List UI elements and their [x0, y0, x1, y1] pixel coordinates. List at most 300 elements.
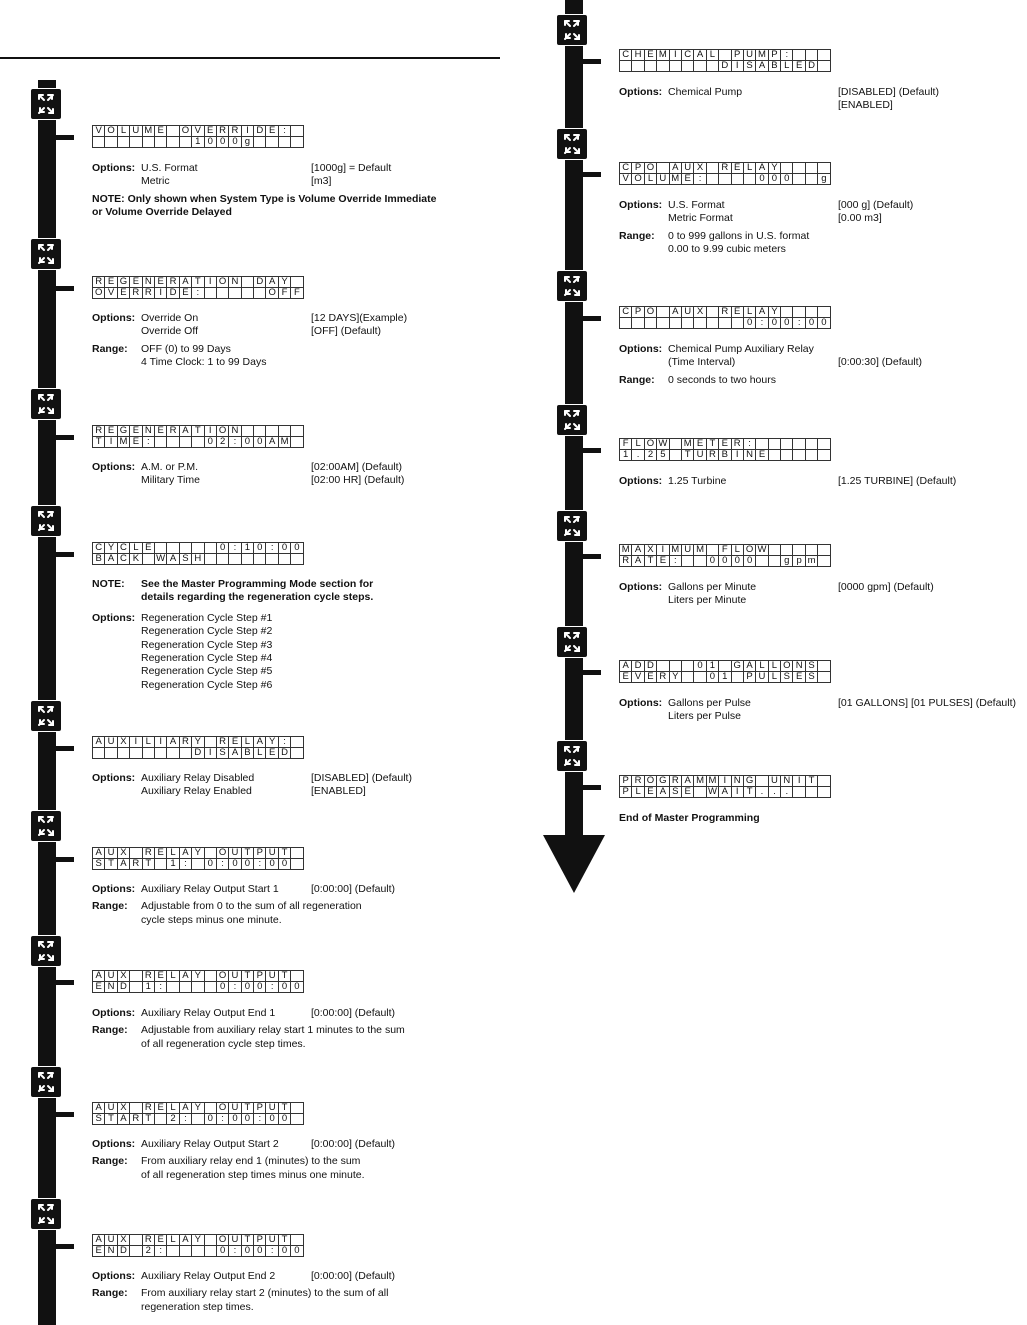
range-text: 0 to 999 gallons in U.S. format [668, 229, 810, 242]
options-label: Options: [92, 772, 136, 784]
lcd-char-cell: X [644, 545, 656, 556]
lcd-char-cell [204, 1246, 216, 1257]
lcd-char-cell [719, 318, 731, 329]
lcd-char-cell: L [644, 174, 656, 185]
lcd-display [619, 544, 831, 567]
lcd-char-cell: A [229, 748, 241, 759]
lcd-char-cell: E [644, 672, 656, 683]
lcd-char-cell [657, 318, 669, 329]
lcd-char-cell: U [694, 450, 706, 461]
lcd-char-cell [117, 137, 129, 148]
option-value: [DISABLED] (Default) [838, 86, 939, 98]
lcd-char-cell: T [681, 450, 693, 461]
lcd-char-cell: T [278, 1103, 290, 1114]
lcd-char-cell: E [154, 426, 166, 437]
range-text: From auxiliary relay start 2 (minutes) to the sum of all [141, 1287, 389, 1300]
lcd-char-cell [167, 982, 179, 993]
cycle-arrows-icon [556, 270, 588, 302]
lcd-char-cell: I [154, 288, 166, 299]
lcd-char-cell [793, 439, 805, 450]
lcd-char-cell: F [719, 545, 731, 556]
lcd-char-cell: L [142, 737, 154, 748]
lcd-char-cell: L [167, 971, 179, 982]
option-text: Auxiliary Relay Output End 2 [141, 1270, 276, 1282]
lcd-char-cell: 0 [291, 1246, 303, 1257]
lcd-char-cell: M [756, 50, 768, 61]
lcd-char-cell: X [694, 163, 706, 174]
lcd-char-cell [278, 426, 290, 437]
lcd-char-cell: U [768, 776, 780, 787]
lcd-char-cell [204, 848, 216, 859]
lcd-char-cell [818, 776, 830, 787]
lcd-char-cell [805, 439, 817, 450]
option-value: [02:00 HR] (Default) [311, 474, 405, 487]
lcd-char-cell [818, 439, 830, 450]
lcd-char-cell: I [204, 277, 216, 288]
lcd-char-cell: D [719, 61, 731, 72]
lcd-char-cell: : [781, 50, 793, 61]
range-text: cycle steps minus one minute. [141, 913, 282, 926]
lcd-char-cell: E [731, 307, 743, 318]
option-text: Gallons per Pulse [668, 697, 751, 709]
lcd-char-cell: 1 [719, 672, 731, 683]
lcd-char-cell: S [216, 748, 228, 759]
lcd-char-cell [768, 439, 780, 450]
lcd-char-cell [818, 50, 830, 61]
lcd-char-cell: R [731, 439, 743, 450]
range-label: Range: [619, 229, 655, 242]
lcd-display [619, 660, 831, 683]
lcd-char-cell [669, 439, 681, 450]
lcd-char-cell: I [241, 126, 253, 137]
lcd-char-cell: Y [669, 672, 681, 683]
lcd-char-cell: Y [192, 1103, 204, 1114]
lcd-char-cell [706, 61, 718, 72]
lcd-char-cell: U [681, 163, 693, 174]
lcd-char-cell: T [644, 556, 656, 567]
lcd-char-cell: I [731, 450, 743, 461]
lcd-char-cell: 0 [266, 1114, 278, 1125]
lcd-char-cell [781, 163, 793, 174]
lcd-char-cell: : [254, 1114, 266, 1125]
lcd-char-cell: 0 [278, 1114, 290, 1125]
option-text: Regeneration Cycle Step #6 [141, 678, 273, 691]
lcd-char-cell: 0 [278, 1246, 290, 1257]
lcd-char-cell: S [669, 787, 681, 798]
lcd-char-cell: U [105, 1103, 117, 1114]
lcd-char-cell [793, 174, 805, 185]
lcd-char-cell [130, 848, 142, 859]
lcd-display [92, 736, 304, 759]
cycle-arrows-icon [30, 700, 62, 732]
lcd-char-cell [154, 748, 166, 759]
lcd-char-cell [93, 748, 105, 759]
lcd-char-cell: 0 [805, 318, 817, 329]
lcd-char-cell: A [93, 848, 105, 859]
lcd-char-cell: 0 [743, 556, 755, 567]
lcd-char-cell [644, 61, 656, 72]
option-text: 1.25 Turbine [668, 475, 727, 487]
lcd-char-cell: . [768, 787, 780, 798]
lcd-char-cell [706, 307, 718, 318]
lcd-char-cell [179, 982, 191, 993]
lcd-char-cell: R [229, 126, 241, 137]
lcd-char-cell: F [620, 439, 632, 450]
lcd-char-cell: A [117, 859, 129, 870]
lcd-char-cell: I [130, 737, 142, 748]
lcd-char-cell: A [179, 971, 191, 982]
lcd-char-cell: B [93, 554, 105, 565]
lcd-char-cell [266, 137, 278, 148]
lcd-char-cell: 1 [706, 661, 718, 672]
lcd-char-cell: E [266, 748, 278, 759]
lcd-char-cell: Y [192, 1235, 204, 1246]
lcd-char-cell [743, 174, 755, 185]
lcd-char-cell: E [657, 556, 669, 567]
lcd-char-cell [192, 1246, 204, 1257]
lcd-char-cell: A [743, 661, 755, 672]
lcd-char-cell: N [793, 661, 805, 672]
lcd-char-cell: g [781, 556, 793, 567]
lcd-char-cell: 0 [241, 1246, 253, 1257]
connector-stub [56, 857, 74, 862]
lcd-char-cell: O [644, 163, 656, 174]
lcd-char-cell [192, 543, 204, 554]
lcd-char-cell: I [669, 50, 681, 61]
lcd-char-cell: M [657, 50, 669, 61]
lcd-char-cell: M [694, 545, 706, 556]
option-value: [0:00:30] (Default) [838, 356, 923, 369]
lcd-char-cell: 0 [229, 1114, 241, 1125]
lcd-char-cell: R [216, 126, 228, 137]
lcd-char-cell: 0 [278, 543, 290, 554]
lcd-char-cell [93, 137, 105, 148]
option-text: Liters per Pulse [668, 710, 741, 723]
lcd-char-cell: A [756, 307, 768, 318]
lcd-char-cell: E [644, 50, 656, 61]
lcd-char-cell [657, 61, 669, 72]
lcd-char-cell: V [632, 672, 644, 683]
lcd-char-cell [632, 318, 644, 329]
lcd-char-cell: A [681, 776, 693, 787]
lcd-char-cell: T [105, 1114, 117, 1125]
lcd-char-cell: : [266, 982, 278, 993]
lcd-char-cell [204, 971, 216, 982]
lcd-char-cell: M [706, 776, 718, 787]
lcd-char-cell: Y [768, 307, 780, 318]
lcd-char-cell: H [192, 554, 204, 565]
lcd-char-cell: O [179, 126, 191, 137]
lcd-char-cell: 0 [216, 543, 228, 554]
lcd-char-cell: . [756, 787, 768, 798]
lcd-char-cell: A [179, 1235, 191, 1246]
lcd-char-cell: A [694, 50, 706, 61]
lcd-char-cell: : [154, 1246, 166, 1257]
lcd-char-cell: 1 [192, 137, 204, 148]
option-text: Regeneration Cycle Step #5 [141, 665, 273, 678]
lcd-char-cell: U [266, 1103, 278, 1114]
lcd-char-cell [291, 437, 303, 448]
lcd-char-cell: 2 [216, 437, 228, 448]
lcd-char-cell: T [743, 787, 755, 798]
lcd-char-cell [204, 982, 216, 993]
lcd-char-cell: W [707, 786, 717, 797]
lcd-char-cell: 0 [216, 1246, 228, 1257]
lcd-char-cell: 0 [241, 1114, 253, 1125]
lcd-char-cell: : [669, 556, 681, 567]
lcd-char-cell: E [204, 126, 216, 137]
lcd-char-cell: R [142, 1235, 154, 1246]
lcd-char-cell: : [266, 543, 278, 554]
lcd-char-cell: G [731, 661, 743, 672]
lcd-char-cell: R [130, 859, 142, 870]
lcd-char-cell: M [117, 437, 129, 448]
lcd-char-cell: O [266, 288, 278, 299]
lcd-char-cell [142, 748, 154, 759]
lcd-char-cell: 0 [731, 556, 743, 567]
lcd-char-cell: A [167, 554, 179, 565]
lcd-char-cell: P [254, 971, 266, 982]
lcd-char-cell [706, 174, 718, 185]
lcd-char-cell: : [756, 318, 768, 329]
lcd-char-cell [154, 137, 166, 148]
down-arrow-icon [543, 835, 605, 893]
lcd-char-cell: E [793, 61, 805, 72]
lcd-char-cell: A [167, 737, 179, 748]
lcd-char-cell: 0 [743, 318, 755, 329]
lcd-char-cell: Y [192, 737, 204, 748]
option-value: [1000g] = Default [311, 162, 392, 174]
lcd-char-cell [167, 748, 179, 759]
lcd-char-cell: U [229, 1235, 241, 1246]
lcd-char-cell: S [93, 859, 105, 870]
connector-stub [56, 552, 74, 557]
lcd-char-cell: R [130, 1114, 142, 1125]
lcd-char-cell: E [179, 288, 191, 299]
lcd-char-cell [781, 545, 793, 556]
lcd-char-cell [644, 318, 656, 329]
lcd-char-cell: L [781, 61, 793, 72]
lcd-char-cell: A [179, 848, 191, 859]
lcd-char-cell: T [105, 859, 117, 870]
lcd-char-cell: 0 [781, 318, 793, 329]
lcd-char-cell [818, 163, 830, 174]
lcd-char-cell: P [254, 848, 266, 859]
lcd-char-cell: O [216, 1235, 228, 1246]
lcd-char-cell: : [229, 1246, 241, 1257]
lcd-char-cell [105, 137, 117, 148]
lcd-char-cell: E [93, 1246, 105, 1257]
lcd-char-cell [706, 318, 718, 329]
lcd-char-cell [167, 126, 179, 137]
lcd-char-cell: g [818, 174, 830, 185]
lcd-char-cell: L [768, 661, 780, 672]
lcd-char-cell [669, 318, 681, 329]
lcd-char-cell: U [681, 307, 693, 318]
lcd-char-cell: 0 [756, 174, 768, 185]
lcd-char-cell [756, 556, 768, 567]
lcd-char-cell [130, 137, 142, 148]
lcd-char-cell: : [694, 174, 706, 185]
lcd-char-cell: 0 [204, 437, 216, 448]
lcd-char-cell: X [117, 1103, 129, 1114]
lcd-char-cell: I [731, 61, 743, 72]
lcd-char-cell: M [669, 545, 681, 556]
lcd-char-cell [291, 848, 303, 859]
lcd-char-cell: E [620, 672, 632, 683]
lcd-char-cell: . [632, 450, 644, 461]
lcd-char-cell: N [142, 277, 154, 288]
range-text: of all regeneration cycle step times. [141, 1037, 306, 1050]
lcd-char-cell [278, 137, 290, 148]
lcd-char-cell: E [154, 126, 166, 137]
lcd-char-cell: N [229, 426, 241, 437]
lcd-display [92, 425, 304, 448]
lcd-char-cell: R [167, 426, 179, 437]
options-label: Options: [619, 475, 663, 487]
lcd-char-cell: G [117, 277, 129, 288]
option-value: [1.25 TURBINE] (Default) [838, 475, 957, 487]
lcd-char-cell [241, 277, 253, 288]
lcd-char-cell: R [620, 556, 632, 567]
lcd-char-cell: E [130, 277, 142, 288]
option-value: [12 DAYS](Example) [311, 312, 408, 324]
lcd-char-cell: R [142, 288, 154, 299]
lcd-char-cell [130, 982, 142, 993]
lcd-char-cell: T [706, 439, 718, 450]
lcd-char-cell: E [93, 982, 105, 993]
lcd-char-cell: X [117, 848, 129, 859]
range-label: Range: [619, 373, 655, 386]
option-text: A.M. or P.M. [141, 461, 198, 473]
cycle-arrows-icon [556, 740, 588, 772]
lcd-char-cell: X [117, 971, 129, 982]
lcd-char-cell: P [731, 50, 743, 61]
lcd-char-cell [793, 50, 805, 61]
lcd-char-cell: E [694, 439, 706, 450]
lcd-char-cell [805, 450, 817, 461]
lcd-char-cell: A [266, 437, 278, 448]
lcd-char-cell: D [644, 661, 656, 672]
connector-stub [56, 980, 74, 985]
lcd-char-cell: W [156, 553, 166, 564]
end-text: End of Master Programming [619, 812, 760, 824]
lcd-char-cell [756, 439, 768, 450]
lcd-char-cell: R [167, 277, 179, 288]
lcd-char-cell [291, 1114, 303, 1125]
connector-stub [583, 448, 601, 453]
lcd-char-cell [216, 288, 228, 299]
lcd-char-cell: R [719, 163, 731, 174]
connector-stub [583, 316, 601, 321]
lcd-char-cell: A [117, 1114, 129, 1125]
lcd-char-cell [805, 545, 817, 556]
lcd-char-cell [793, 450, 805, 461]
lcd-char-cell: V [620, 174, 632, 185]
note-text: details regarding the regeneration cycle steps. [141, 591, 374, 604]
lcd-char-cell: D [167, 288, 179, 299]
lcd-char-cell [241, 288, 253, 299]
lcd-char-cell: D [117, 1246, 129, 1257]
lcd-char-cell [805, 307, 817, 318]
lcd-char-cell: T [192, 426, 204, 437]
lcd-char-cell: U [657, 174, 669, 185]
lcd-char-cell [768, 450, 780, 461]
lcd-char-cell: T [805, 776, 817, 787]
lcd-char-cell: S [743, 61, 755, 72]
lcd-char-cell [291, 126, 303, 137]
lcd-char-cell: O [105, 126, 117, 137]
lcd-char-cell [105, 748, 117, 759]
lcd-char-cell: N [743, 450, 755, 461]
lcd-char-cell [657, 307, 669, 318]
option-value: [0000 gpm] (Default) [838, 581, 934, 593]
lcd-char-cell: R [179, 737, 191, 748]
lcd-char-cell: Y [278, 277, 290, 288]
lcd-char-cell [805, 174, 817, 185]
lcd-char-cell: R [706, 450, 718, 461]
lcd-char-cell: E [229, 737, 241, 748]
lcd-char-cell: L [743, 163, 755, 174]
lcd-char-cell: D [117, 982, 129, 993]
lcd-char-cell: 0 [278, 859, 290, 870]
lcd-char-cell [179, 437, 191, 448]
connector-stub [583, 172, 601, 177]
lcd-char-cell: L [117, 126, 129, 137]
lcd-char-cell: 0 [241, 437, 253, 448]
lcd-char-cell: S [179, 554, 191, 565]
lcd-char-cell: N [731, 776, 743, 787]
lcd-char-cell [130, 971, 142, 982]
option-value: [0:00:00] (Default) [311, 1270, 396, 1282]
lcd-char-cell: 1 [167, 859, 179, 870]
lcd-char-cell [657, 163, 669, 174]
lcd-char-cell [818, 450, 830, 461]
lcd-char-cell: 0 [291, 543, 303, 554]
lcd-char-cell: O [216, 277, 228, 288]
lcd-char-cell [793, 545, 805, 556]
option-text: Auxiliary Relay Output Start 2 [141, 1138, 279, 1150]
lcd-char-cell [632, 61, 644, 72]
lcd-char-cell: A [756, 61, 768, 72]
lcd-char-cell [793, 307, 805, 318]
lcd-char-cell: O [644, 439, 656, 450]
lcd-char-cell: N [105, 982, 117, 993]
lcd-char-cell: P [620, 776, 632, 787]
lcd-char-cell: C [93, 543, 105, 554]
lcd-char-cell: U [743, 50, 755, 61]
lcd-char-cell: : [266, 1246, 278, 1257]
lcd-char-cell: O [216, 426, 228, 437]
lcd-char-cell: A [179, 426, 191, 437]
connector-stub [56, 1112, 74, 1117]
lcd-display [619, 775, 831, 798]
lcd-char-cell: 0 [254, 437, 266, 448]
option-value: [0.00 m3] [838, 212, 882, 225]
options-label: Options: [619, 86, 663, 98]
lcd-char-cell: U [130, 126, 142, 137]
lcd-char-cell [291, 277, 303, 288]
lcd-char-cell: L [130, 543, 142, 554]
option-text: Gallons per Minute [668, 581, 757, 593]
lcd-char-cell [291, 737, 303, 748]
lcd-char-cell: M [694, 776, 706, 787]
lcd-char-cell: F [291, 288, 303, 299]
lcd-char-cell: 0 [204, 859, 216, 870]
lcd-char-cell: X [117, 1235, 129, 1246]
lcd-char-cell [694, 318, 706, 329]
connector-stub [56, 135, 74, 140]
